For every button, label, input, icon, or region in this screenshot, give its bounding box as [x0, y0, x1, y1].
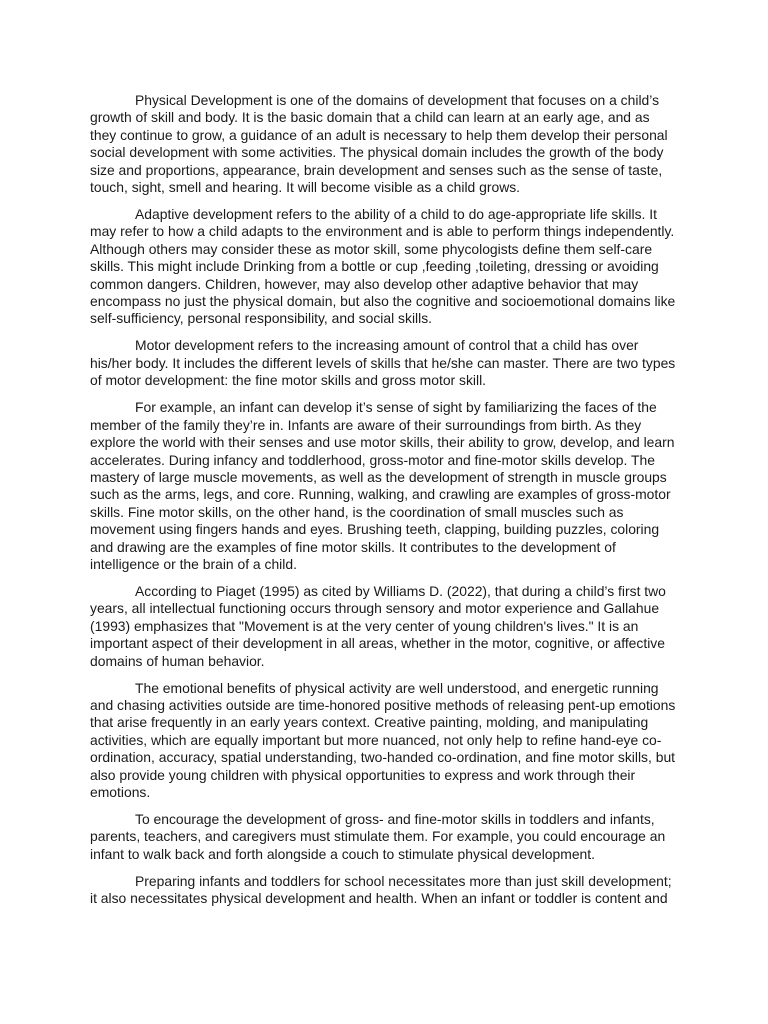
paragraph-motor-development: Motor development refers to the increasing amount of control that a child has over his/her body. It includes the different levels of skills that he/she can master. There are two types of motor development: the fine motor skills and gross motor skill. — [90, 337, 676, 389]
paragraph-piaget-citation: According to Piaget (1995) as cited by Williams D. (2022), that during a child’s first two years, all intellectual functioning occurs through sensory and motor experience and Gallahue (1993) emphasizes that "Movement is at the very center of young children's lives." It is an important aspect of their development in all areas, whether in the motor, cognitive, or affective domains of human behavior. — [90, 582, 666, 669]
paragraph-adaptive-development: Adaptive development refers to the ability of a child to do age-appropriate life skills. It may refer to how a child adapts to the environment and is able to perform things independently. Although others may consider these as motor skill, some phycologists define them self-care skills. This might include Drinking from a bottle or cup ,feeding ,toileting, dressing or avoiding common dangers. Children, however, may also develop other adaptive behavior that may encompass no just the physical domain, but also the cognitive and socioemotional domains like self-sufficiency, personal responsibility, and social skills. — [90, 206, 676, 327]
paragraph-encourage-development: To encourage the development of gross- and fine-motor skills in toddlers and infants, parents, teachers, and caregivers must stimulate them. For example, you could encourage an infant to walk back and forth alongside a couch to stimulate physical development. — [90, 811, 666, 862]
paragraph-preparing-school: Preparing infants and toddlers for school necessitates more than just skill development; it also necessitates physical development and health. When an infant or toddler is content and — [90, 872, 672, 907]
paragraph-emotional-benefits: The emotional benefits of physical activity are well understood, and energetic running and chasing activities outside are time-honored positive methods of releasing pent-up emotions that arise frequently in an early years context. Creative painting, molding, and manipulating activities, which are equally important but more nuanced, not only help to refine hand-eye co-ordination, accuracy, spatial understanding, two-handed co-ordination, and fine motor skills, but also provide young children with physical opportunities to express and work through their emotions. — [90, 679, 676, 800]
paragraph-physical-development: Physical Development is one of the domains of development that focuses on a child’s growth of skill and body. It is the basic domain that a child can learn at an early age, and as they continue to grow, a guidance of an adult is necessary to help them develop their personal social development with some activities. The physical domain includes the growth of the body size and proportions, appearance, brain development and senses such as the sense of taste, touch, sight, smell and hearing. It will become visible as a child grows. — [90, 92, 668, 196]
paragraph-example-infant: For example, an infant can develop it’s sense of sight by familiarizing the faces of the member of the family they’re in. Infants are aware of their surroundings from birth. As they explore the world with their senses and use motor skills, their ability to grow, develop, and learn accelerates. During infancy and toddlerhood, gross-motor and fine-motor skills develop. The mastery of large muscle movements, as well as the development of strength in muscle groups such as the arms, legs, and core. Running, walking, and crawling are examples of gross-motor skills. Fine motor skills, on the other hand, is the coordination of small muscles such as movement using fingers hands and eyes. Brushing teeth, clapping, building puzzles, coloring and drawing are the examples of fine motor skills. It contributes to the development of intelligence or the brain of a child. — [90, 399, 675, 572]
document-body — [90, 92, 676, 908]
